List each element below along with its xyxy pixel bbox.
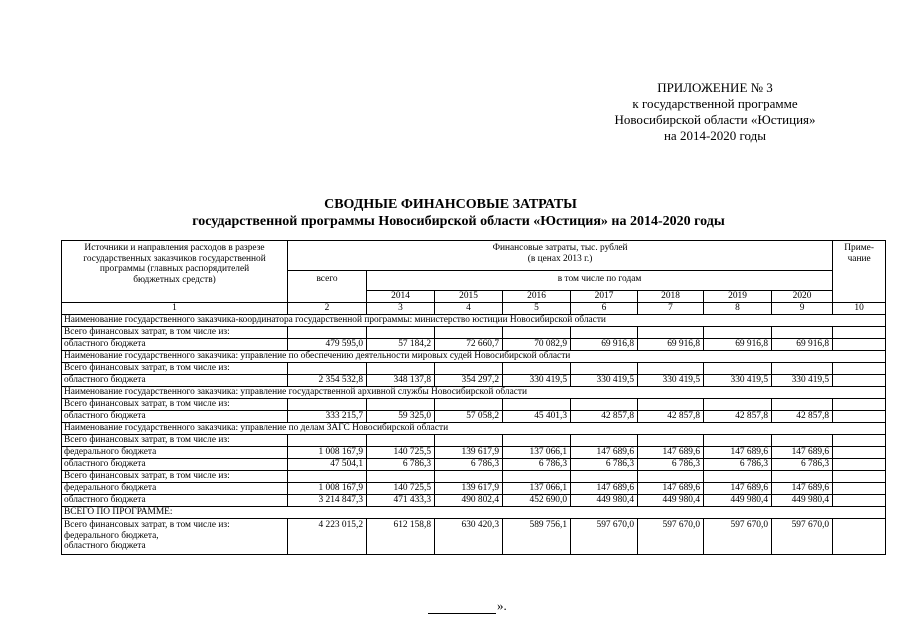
year-value-cell: 6 786,3 — [571, 459, 638, 471]
year-value-cell: 139 617,9 — [435, 483, 503, 495]
data-row — [62, 339, 886, 351]
appendix-line-4: на 2014-2020 годы — [663, 128, 767, 143]
empty-cell — [638, 471, 704, 483]
year-value-cell: 42 857,8 — [772, 411, 833, 423]
year-value-cell: 69 916,8 — [772, 339, 833, 351]
total-value-cell: 1 008 167,9 — [288, 483, 367, 495]
year-value-cell: 69 916,8 — [704, 339, 772, 351]
year-value-cell: 72 660,7 — [435, 339, 503, 351]
year-value-cell: 42 857,8 — [571, 411, 638, 423]
year-value-cell: 597 670,0 — [772, 519, 833, 555]
empty-cell — [833, 327, 886, 339]
empty-cell — [367, 399, 435, 411]
footer-underline — [428, 602, 496, 614]
year-value-cell: 630 420,3 — [435, 519, 503, 555]
year-value-cell: 330 419,5 — [638, 375, 704, 387]
header-year-2019: 2019 — [704, 291, 772, 303]
header-sources-cell — [62, 241, 288, 303]
total-label-row — [62, 399, 886, 411]
section-title: ВСЕГО ПО ПРОГРАММЕ: — [62, 507, 886, 519]
year-value-cell: 140 725,5 — [367, 483, 435, 495]
empty-cell — [772, 327, 833, 339]
note-cell — [833, 411, 886, 423]
footer-end-mark: ». — [497, 598, 507, 613]
year-value-cell: 589 756,1 — [503, 519, 571, 555]
column-number-5: 5 — [503, 303, 571, 315]
empty-cell — [367, 327, 435, 339]
column-number-3: 3 — [367, 303, 435, 315]
appendix-header — [590, 80, 840, 144]
empty-cell — [638, 435, 704, 447]
year-value-cell: 6 786,3 — [435, 459, 503, 471]
row-label: Всего финансовых затрат, в том числе из: — [62, 399, 288, 411]
year-value-cell: 147 689,6 — [704, 447, 772, 459]
year-value-cell: 330 419,5 — [704, 375, 772, 387]
year-value-cell: 597 670,0 — [704, 519, 772, 555]
total-label-row — [62, 327, 886, 339]
year-value-cell: 140 725,5 — [367, 447, 435, 459]
note-cell — [833, 459, 886, 471]
year-value-cell: 59 325,0 — [367, 411, 435, 423]
empty-cell — [288, 363, 367, 375]
column-number-10: 10 — [833, 303, 886, 315]
row-label: Всего финансовых затрат, в том числе из: — [62, 435, 288, 447]
row-label: областного бюджета — [62, 495, 288, 507]
column-number-6: 6 — [571, 303, 638, 315]
year-value-cell: 147 689,6 — [571, 483, 638, 495]
year-value-cell: 330 419,5 — [571, 375, 638, 387]
data-row — [62, 495, 886, 507]
section-title: Наименование государственного заказчика: управление государственной архивной службы Новосибирской области — [62, 387, 886, 399]
empty-cell — [772, 471, 833, 483]
empty-cell — [571, 327, 638, 339]
note-cell — [833, 519, 886, 555]
empty-cell — [833, 399, 886, 411]
column-number-7: 7 — [638, 303, 704, 315]
year-value-cell: 597 670,0 — [638, 519, 704, 555]
header-costs-line-2: (в ценах 2013 г.) — [527, 253, 593, 264]
total-value-cell: 4 223 015,2 — [288, 519, 367, 555]
empty-cell — [704, 363, 772, 375]
empty-cell — [833, 435, 886, 447]
column-number-4: 4 — [435, 303, 503, 315]
year-value-cell: 449 980,4 — [571, 495, 638, 507]
empty-cell — [571, 399, 638, 411]
year-value-cell: 452 690,0 — [503, 495, 571, 507]
year-value-cell: 6 786,3 — [367, 459, 435, 471]
year-value-cell: 6 786,3 — [772, 459, 833, 471]
year-value-cell: 612 158,8 — [367, 519, 435, 555]
data-row — [62, 447, 886, 459]
header-year-2015: 2015 — [435, 291, 503, 303]
empty-cell — [571, 471, 638, 483]
header-note-line-2: чание — [847, 253, 871, 264]
year-value-cell: 449 980,4 — [638, 495, 704, 507]
header-sources-line-3: программы (главных распорядителей — [99, 264, 250, 274]
section-title: Наименование государственного заказчика-координатора государственной программы: министерство юстиции Новосибирской области — [62, 315, 886, 327]
year-value-cell: 6 786,3 — [638, 459, 704, 471]
data-row — [62, 375, 886, 387]
column-number-1: 1 — [62, 303, 288, 315]
empty-cell — [367, 471, 435, 483]
section-title: Наименование государственного заказчика: управление по делам ЗАГС Новосибирской области — [62, 423, 886, 435]
empty-cell — [367, 363, 435, 375]
row-label: областного бюджета — [62, 339, 288, 351]
financial-costs-table — [61, 240, 886, 555]
empty-cell — [571, 435, 638, 447]
year-value-cell: 139 617,9 — [435, 447, 503, 459]
appendix-line-2: к государственной программе — [632, 96, 798, 111]
empty-cell — [704, 327, 772, 339]
row-label: федерального бюджета — [62, 447, 288, 459]
year-value-cell: 57 184,2 — [367, 339, 435, 351]
empty-cell — [367, 435, 435, 447]
row-label: областного бюджета — [62, 375, 288, 387]
year-value-cell: 147 689,6 — [772, 483, 833, 495]
header-costs-line-1: Финансовые затраты, тыс. рублей — [492, 243, 628, 253]
total-value-cell: 47 504,1 — [288, 459, 367, 471]
document-title: СВОДНЫЕ ФИНАНСОВЫЕ ЗАТРАТЫ — [324, 197, 577, 212]
header-total-cell: всего — [288, 271, 367, 303]
year-value-cell: 70 082,9 — [503, 339, 571, 351]
header-year-2014: 2014 — [367, 291, 435, 303]
header-year-2016: 2016 — [503, 291, 571, 303]
header-by-years-cell: в том числе по годам — [367, 271, 833, 291]
empty-cell — [288, 471, 367, 483]
empty-cell — [503, 399, 571, 411]
year-value-cell: 348 137,8 — [367, 375, 435, 387]
empty-cell — [772, 435, 833, 447]
section-row — [62, 423, 886, 435]
year-value-cell: 57 058,2 — [435, 411, 503, 423]
year-value-cell: 45 401,3 — [503, 411, 571, 423]
empty-cell — [435, 471, 503, 483]
appendix-number: ПРИЛОЖЕНИЕ № 3 — [657, 80, 773, 95]
row-label — [62, 519, 288, 555]
row-label: Всего финансовых затрат, в том числе из: — [62, 327, 288, 339]
column-number-2: 2 — [288, 303, 367, 315]
empty-cell — [772, 399, 833, 411]
empty-cell — [435, 363, 503, 375]
total-value-cell: 1 008 167,9 — [288, 447, 367, 459]
column-number-8: 8 — [704, 303, 772, 315]
year-value-cell: 471 433,3 — [367, 495, 435, 507]
empty-cell — [288, 399, 367, 411]
data-row — [62, 483, 886, 495]
empty-cell — [503, 435, 571, 447]
year-value-cell: 69 916,8 — [571, 339, 638, 351]
total-value-cell: 3 214 847,3 — [288, 495, 367, 507]
year-value-cell: 137 066,1 — [503, 447, 571, 459]
data-row — [62, 519, 886, 555]
header-year-2020: 2020 — [772, 291, 833, 303]
row-label: Всего финансовых затрат, в том числе из: — [62, 471, 288, 483]
empty-cell — [772, 363, 833, 375]
header-note-cell — [833, 241, 886, 303]
column-numbers-row — [62, 303, 886, 315]
header-sources-line-2: государственных заказчиков государственной — [83, 253, 266, 264]
header-costs-cell — [288, 241, 833, 271]
total-label-row — [62, 435, 886, 447]
total-label-row — [62, 471, 886, 483]
total-value-cell: 479 595,0 — [288, 339, 367, 351]
year-value-cell: 42 857,8 — [704, 411, 772, 423]
year-value-cell: 490 802,4 — [435, 495, 503, 507]
empty-cell — [503, 327, 571, 339]
data-row — [62, 411, 886, 423]
header-sources-line-1: Источники и направления расходов в разрезе — [84, 243, 265, 253]
note-cell — [833, 375, 886, 387]
note-cell — [833, 495, 886, 507]
year-value-cell: 42 857,8 — [638, 411, 704, 423]
section-row — [62, 351, 886, 363]
header-year-2017: 2017 — [571, 291, 638, 303]
year-value-cell: 354 297,2 — [435, 375, 503, 387]
year-value-cell: 6 786,3 — [503, 459, 571, 471]
row-label: Всего финансовых затрат, в том числе из: — [62, 363, 288, 375]
section-row — [62, 387, 886, 399]
section-row — [62, 507, 886, 519]
document-subtitle: государственной программы Новосибирской области «Юстиция» на 2014-2020 годы — [192, 214, 725, 229]
year-value-cell: 449 980,4 — [704, 495, 772, 507]
row-label-line: областного бюджета — [64, 541, 146, 551]
empty-cell — [638, 327, 704, 339]
row-label: областного бюджета — [62, 459, 288, 471]
year-value-cell: 147 689,6 — [638, 483, 704, 495]
data-row — [62, 459, 886, 471]
year-value-cell: 597 670,0 — [571, 519, 638, 555]
row-label-line: Всего финансовых затрат, в том числе из: — [64, 520, 230, 530]
header-sources-line-4: бюджетных средств) — [133, 274, 216, 285]
appendix-line-3: Новосибирской области «Юстиция» — [614, 112, 816, 127]
header-note-line-1: Приме- — [844, 243, 874, 253]
year-value-cell: 6 786,3 — [704, 459, 772, 471]
row-label: областного бюджета — [62, 411, 288, 423]
section-row — [62, 315, 886, 327]
note-cell — [833, 339, 886, 351]
year-value-cell: 449 980,4 — [772, 495, 833, 507]
empty-cell — [288, 435, 367, 447]
year-value-cell: 147 689,6 — [638, 447, 704, 459]
empty-cell — [638, 399, 704, 411]
year-value-cell: 137 066,1 — [503, 483, 571, 495]
empty-cell — [704, 471, 772, 483]
section-title: Наименование государственного заказчика: управление по обеспечению деятельности мировых судей Новосибирской области — [62, 351, 886, 363]
year-value-cell: 69 916,8 — [638, 339, 704, 351]
empty-cell — [571, 363, 638, 375]
header-year-2018: 2018 — [638, 291, 704, 303]
empty-cell — [503, 471, 571, 483]
total-label-row — [62, 363, 886, 375]
empty-cell — [435, 399, 503, 411]
total-value-cell: 333 215,7 — [288, 411, 367, 423]
year-value-cell: 147 689,6 — [571, 447, 638, 459]
empty-cell — [833, 363, 886, 375]
document-footer — [428, 598, 507, 614]
note-cell — [833, 483, 886, 495]
total-value-cell: 2 354 532,8 — [288, 375, 367, 387]
year-value-cell: 147 689,6 — [772, 447, 833, 459]
empty-cell — [704, 399, 772, 411]
empty-cell — [833, 471, 886, 483]
year-value-cell: 330 419,5 — [772, 375, 833, 387]
column-number-9: 9 — [772, 303, 833, 315]
row-label: федерального бюджета — [62, 483, 288, 495]
empty-cell — [704, 435, 772, 447]
note-cell — [833, 447, 886, 459]
empty-cell — [638, 363, 704, 375]
row-label-line: федерального бюджета, — [64, 530, 159, 541]
empty-cell — [503, 363, 571, 375]
year-value-cell: 147 689,6 — [704, 483, 772, 495]
header-row-1 — [62, 241, 886, 271]
empty-cell — [288, 327, 367, 339]
empty-cell — [435, 327, 503, 339]
empty-cell — [435, 435, 503, 447]
year-value-cell: 330 419,5 — [503, 375, 571, 387]
